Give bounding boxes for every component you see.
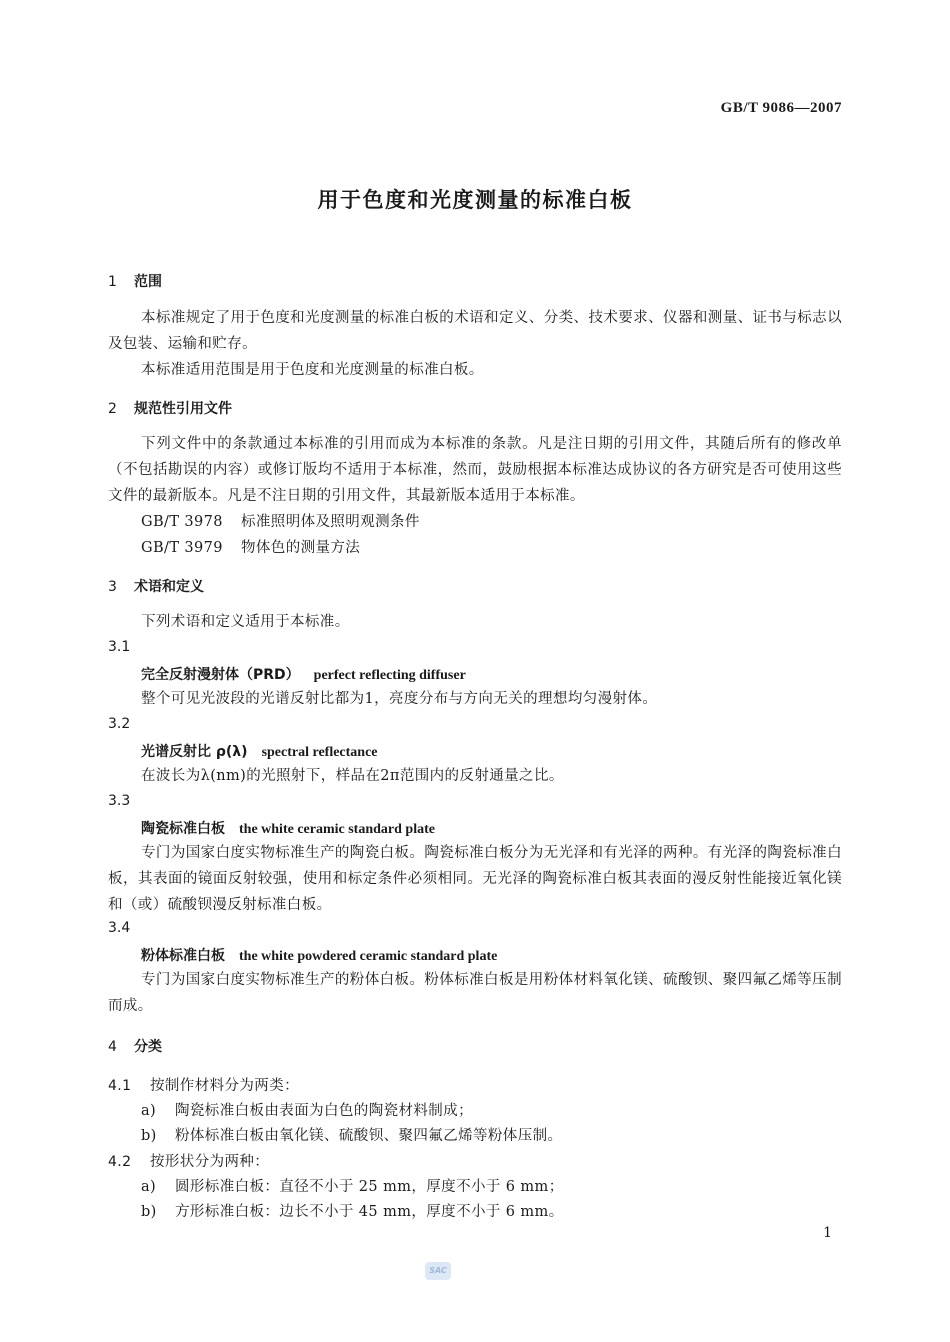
term-heading <box>141 818 435 838</box>
list-text: 方形标准白板：边长不小于 45 mm，厚度不小于 6 mm。 <box>175 1204 564 1220</box>
reference-code: GB/T 3979 <box>141 540 223 556</box>
clause-text: 按制作材料分为两类： <box>150 1078 299 1094</box>
section-number: 4 <box>108 1039 117 1055</box>
section-number: 1 <box>108 274 117 290</box>
section-3-heading <box>108 576 204 596</box>
term-heading <box>141 741 378 761</box>
term-zh: 光谱反射比 ρ(λ) <box>141 744 248 760</box>
paragraph: 本标准规定了用于色度和光度测量的标准白板的术语和定义、分类、技术要求、仪器和测量、证书与标志以及包装、运输和贮存。 <box>108 310 842 352</box>
paragraph: 本标准适用范围是用于色度和光度测量的标准白板。 <box>141 362 484 378</box>
list-marker: b) <box>141 1128 157 1144</box>
list-marker: a) <box>141 1103 157 1119</box>
clause-text: 按形状分为两种： <box>150 1154 270 1170</box>
section-1-heading <box>108 271 162 291</box>
section-number: 2 <box>108 401 117 417</box>
term-zh: 粉体标准白板 <box>141 948 225 964</box>
standard-number: GB/T 9086—2007 <box>720 100 842 116</box>
list-text: 圆形标准白板：直径不小于 25 mm，厚度不小于 6 mm； <box>175 1179 564 1195</box>
term-definition: 整个可见光波段的光谱反射比都为1，亮度分布与方向无关的理想均匀漫射体。 <box>141 691 658 707</box>
term-en: the white powdered ceramic standard plate <box>239 949 498 964</box>
section-title: 范围 <box>134 274 162 290</box>
list-item <box>141 1175 564 1196</box>
term-zh: 陶瓷标准白板 <box>141 821 225 837</box>
clause-number: 4.1 <box>108 1078 132 1094</box>
list-text: 陶瓷标准白板由表面为白色的陶瓷材料制成； <box>175 1103 473 1119</box>
section-title: 术语和定义 <box>134 579 204 595</box>
reference-title: 物体色的测量方法 <box>241 540 361 556</box>
term-definition: 专门为国家白度实物标准生产的陶瓷白板。陶瓷标准白板分为无光泽和有光泽的两种。有光泽的陶瓷标准白板，其表面的镜面反射较强，使用和标定条件必须相同。无光泽的陶瓷标准白板其表面的漫反射性能接近氧化镁和（或）硫酸钡漫反射标准白板。 <box>108 845 842 913</box>
list-item <box>141 1200 564 1221</box>
reference-item <box>141 510 420 531</box>
term-en: the white ceramic standard plate <box>239 822 435 837</box>
page-number: 1 <box>823 1225 832 1241</box>
reference-item <box>141 536 360 557</box>
section-4-heading <box>108 1036 162 1056</box>
list-item <box>141 1099 473 1120</box>
clause-number: 4.2 <box>108 1154 132 1170</box>
term-en: perfect reflecting diffuser <box>313 668 466 683</box>
paragraph: 下列文件中的条款通过本标准的引用而成为本标准的条款。凡是注日期的引用文件，其随后所有的修改单（不包括勘误的内容）或修订版均不适用于本标准，然而，鼓励根据本标准达成协议的各方研究是否可使用这些文件的最新版本。凡是不注日期的引用文件，其最新版本适用于本标准。 <box>108 436 842 504</box>
section-title: 分类 <box>134 1039 162 1055</box>
term-definition: 在波长为λ(nm)的光照射下，样品在2π范围内的反射通量之比。 <box>141 768 564 784</box>
term-heading <box>141 664 466 684</box>
term-number: 3.1 <box>108 639 131 655</box>
term-heading <box>141 945 497 965</box>
section-title: 规范性引用文件 <box>134 401 232 417</box>
term-zh: 完全反射漫射体（PRD） <box>141 667 300 683</box>
list-marker: a) <box>141 1179 157 1195</box>
clause <box>108 1150 269 1171</box>
reference-title: 标准照明体及照明观测条件 <box>241 514 420 530</box>
term-definition: 专门为国家白度实物标准生产的粉体白板。粉体标准白板是用粉体材料氧化镁、硫酸钡、聚四氟乙烯等压制而成。 <box>108 972 842 1014</box>
term-number: 3.2 <box>108 716 131 732</box>
list-text: 粉体标准白板由氧化镁、硫酸钡、聚四氟乙烯等粉体压制。 <box>175 1128 563 1144</box>
page-title: 用于色度和光度测量的标准白板 <box>317 188 633 212</box>
sac-logo-icon: SAC <box>425 1262 451 1280</box>
list-item <box>141 1124 562 1145</box>
term-number: 3.4 <box>108 920 131 936</box>
paragraph: 下列术语和定义适用于本标准。 <box>141 614 350 630</box>
section-2-heading <box>108 398 232 418</box>
reference-code: GB/T 3978 <box>141 514 223 530</box>
term-number: 3.3 <box>108 793 131 809</box>
clause <box>108 1074 299 1095</box>
term-en: spectral reflectance <box>261 745 378 760</box>
section-number: 3 <box>108 579 117 595</box>
list-marker: b) <box>141 1204 157 1220</box>
